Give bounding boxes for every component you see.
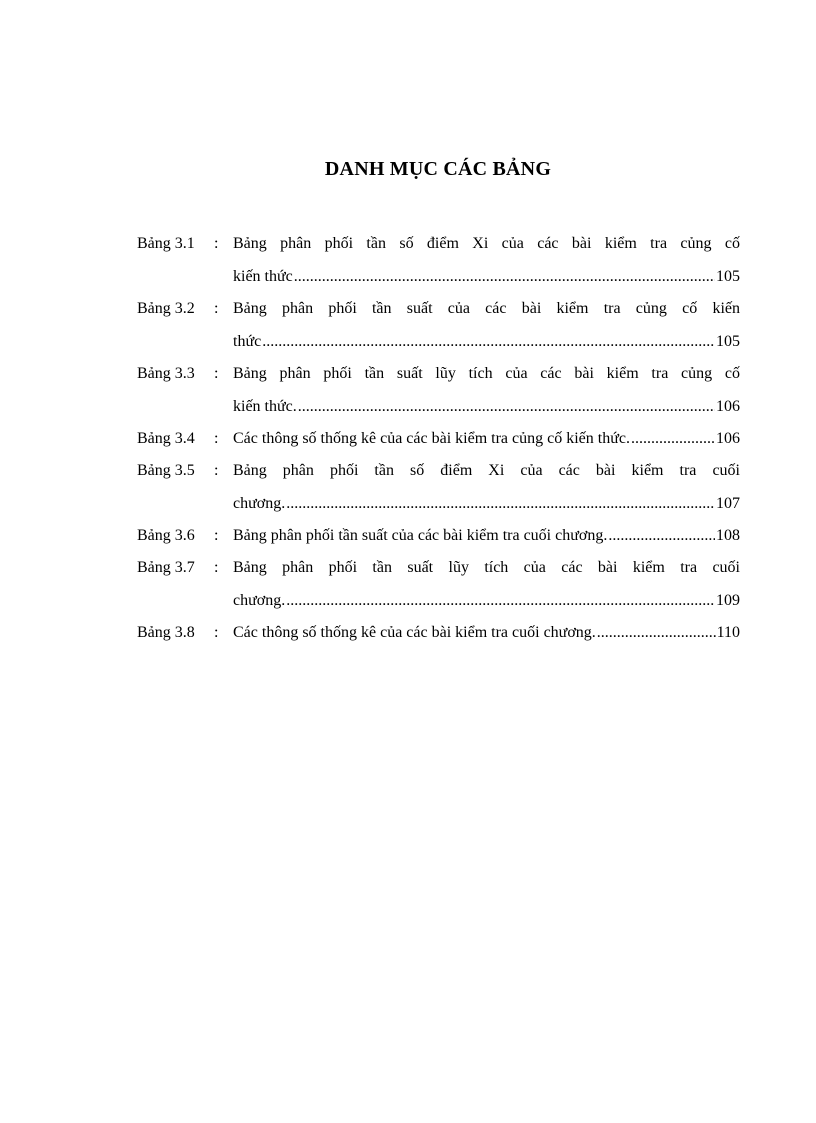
page-number: 107 — [716, 495, 740, 512]
dot-leader — [262, 331, 715, 353]
entry-title-end: Bảng phân phối tần suất của các bài kiểm tra cuối chương. — [233, 527, 608, 544]
table-number: Bảng 3.1 — [137, 235, 195, 252]
separator-colon: : — [214, 300, 219, 317]
separator-colon: : — [214, 462, 219, 479]
separator-colon: : — [214, 624, 219, 641]
separator-colon: : — [214, 365, 219, 382]
entry-title-line: Bảng phân phối tần số điểm Xi của các bài kiểm tra củng cố — [233, 235, 740, 252]
list-item[interactable] — [137, 525, 740, 547]
page-number: 109 — [716, 592, 740, 609]
list-item[interactable] — [137, 428, 740, 450]
separator-colon: : — [214, 430, 219, 447]
entry-title-end: kiến thức. — [233, 398, 297, 415]
table-number: Bảng 3.8 — [137, 624, 195, 641]
table-number: Bảng 3.7 — [137, 559, 195, 576]
table-number: Bảng 3.3 — [137, 365, 195, 382]
table-list — [137, 233, 740, 654]
entry-title-end: chương. — [233, 495, 286, 512]
entry-title-end: Các thông số thống kê của các bài kiểm tra cuối chương. — [233, 624, 596, 641]
page-number: 105 — [716, 333, 740, 350]
entry-title-end: chương. — [233, 592, 286, 609]
table-number: Bảng 3.6 — [137, 527, 195, 544]
entry-title-line: Bảng phân phối tần số điểm Xi của các bài kiểm tra cuối — [233, 462, 740, 479]
page-number: 106 — [716, 398, 740, 415]
entry-title-end: kiến thức — [233, 268, 293, 285]
page-number: 106 — [716, 430, 740, 447]
page-title: DANH MỤC CÁC BẢNG — [324, 158, 552, 180]
dot-leader — [298, 396, 715, 418]
page-number: 110 — [716, 624, 740, 641]
dot-leader — [286, 493, 715, 515]
table-number: Bảng 3.2 — [137, 300, 195, 317]
page-number: 108 — [716, 527, 740, 544]
entry-title-line: Bảng phân phối tần suất lũy tích của các bài kiểm tra cuối — [233, 559, 740, 576]
entry-title-line: Bảng phân phối tần suất của các bài kiểm tra củng cố kiến — [233, 300, 740, 317]
dot-leader — [597, 622, 716, 644]
separator-colon: : — [214, 559, 219, 576]
list-item[interactable] — [137, 363, 740, 418]
separator-colon: : — [214, 235, 219, 252]
dot-leader — [631, 428, 715, 450]
table-number: Bảng 3.4 — [137, 430, 195, 447]
separator-colon: : — [214, 527, 219, 544]
list-item[interactable] — [137, 622, 740, 644]
entry-title-end: thức — [233, 333, 262, 350]
table-number: Bảng 3.5 — [137, 462, 195, 479]
list-item[interactable] — [137, 460, 740, 515]
list-item[interactable] — [137, 298, 740, 353]
entry-title-end: Các thông số thống kê của các bài kiểm tra củng cố kiến thức. — [233, 430, 630, 447]
dot-leader — [608, 525, 715, 547]
page-number: 105 — [716, 268, 740, 285]
entry-title-line: Bảng phân phối tần suất lũy tích của các bài kiểm tra củng cố — [233, 365, 740, 382]
list-item[interactable] — [137, 557, 740, 612]
dot-leader — [286, 590, 715, 612]
dot-leader — [294, 266, 715, 288]
list-item[interactable] — [137, 233, 740, 288]
